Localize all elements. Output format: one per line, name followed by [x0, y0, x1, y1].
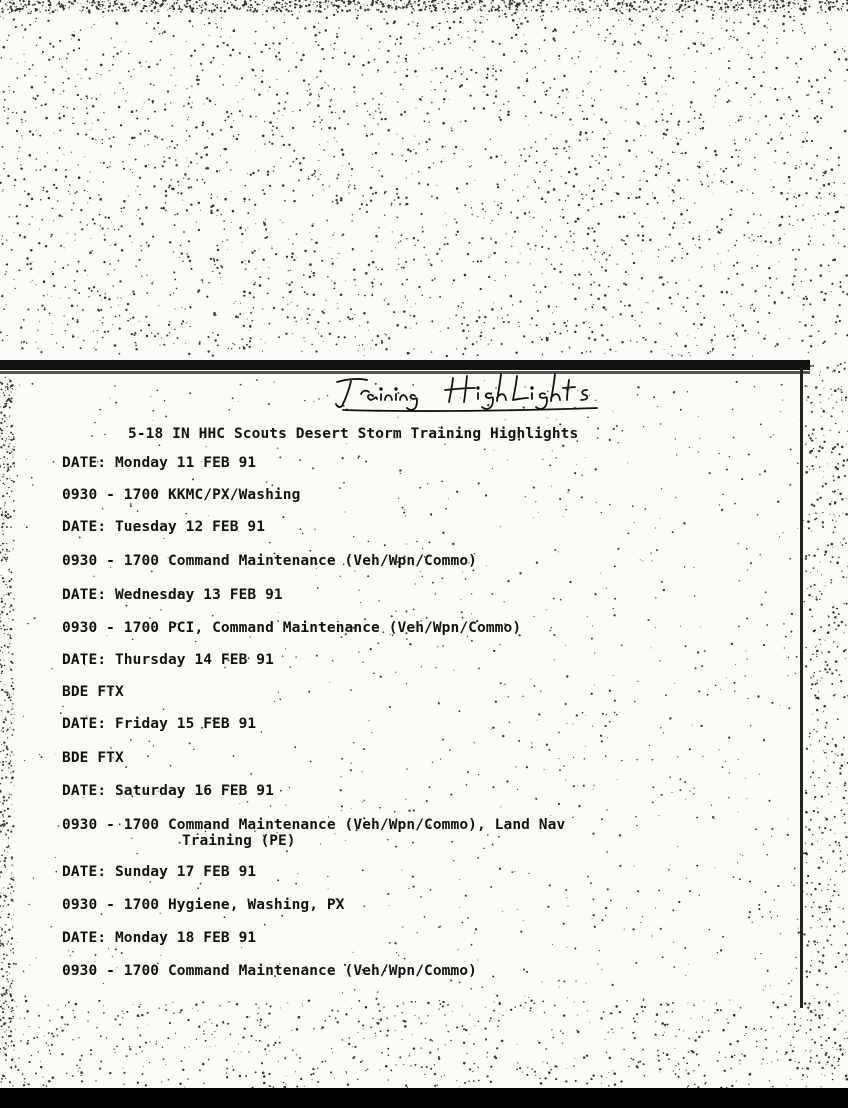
schedule-line-activity: 0930 - 1700 Hygiene, Washing, PX — [62, 897, 345, 913]
schedule-line-date: DATE: Wednesday 13 FEB 91 — [62, 587, 283, 603]
schedule-line-activity: 0930 - 1700 Command Maintenance (Veh/Wpn/Commo), Land Nav — [62, 817, 566, 833]
schedule-line-date: DATE: Monday 11 FEB 91 — [62, 455, 257, 471]
schedule-line-date: DATE: Sunday 17 FEB 91 — [62, 864, 257, 880]
right-margin-rule — [800, 368, 803, 1008]
schedule-line-continuation: Training (PE) — [182, 833, 296, 849]
schedule-line-activity: 0930 - 1700 PCI, Command Maintenance (Veh/Wpn/Commo) — [62, 620, 522, 636]
schedule-line-date: DATE: Saturday 16 FEB 91 — [62, 783, 274, 799]
document-title: 5-18 IN HHC Scouts Desert Storm Training Highlights — [128, 426, 579, 442]
schedule-line-date: DATE: Thursday 14 FEB 91 — [62, 652, 274, 668]
schedule-line-activity: 0930 - 1700 Command Maintenance (Veh/Wpn/Commo) — [62, 553, 477, 569]
schedule-line-date: DATE: Tuesday 12 FEB 91 — [62, 519, 266, 535]
schedule-line-activity: BDE FTX — [62, 684, 124, 700]
schedule-line-date: DATE: Monday 18 FEB 91 — [62, 930, 257, 946]
schedule-line-activity: 0930 - 1700 Command Maintenance (Veh/Wpn/Commo) — [62, 963, 477, 979]
schedule-line-activity: 0930 - 1700 KKMC/PX/Washing — [62, 487, 301, 503]
bottom-scan-edge — [0, 1088, 848, 1108]
handwritten-heading — [325, 368, 615, 418]
schedule-line-activity: BDE FTX — [62, 750, 124, 766]
schedule-line-date: DATE: Friday 15 FEB 91 — [62, 716, 257, 732]
